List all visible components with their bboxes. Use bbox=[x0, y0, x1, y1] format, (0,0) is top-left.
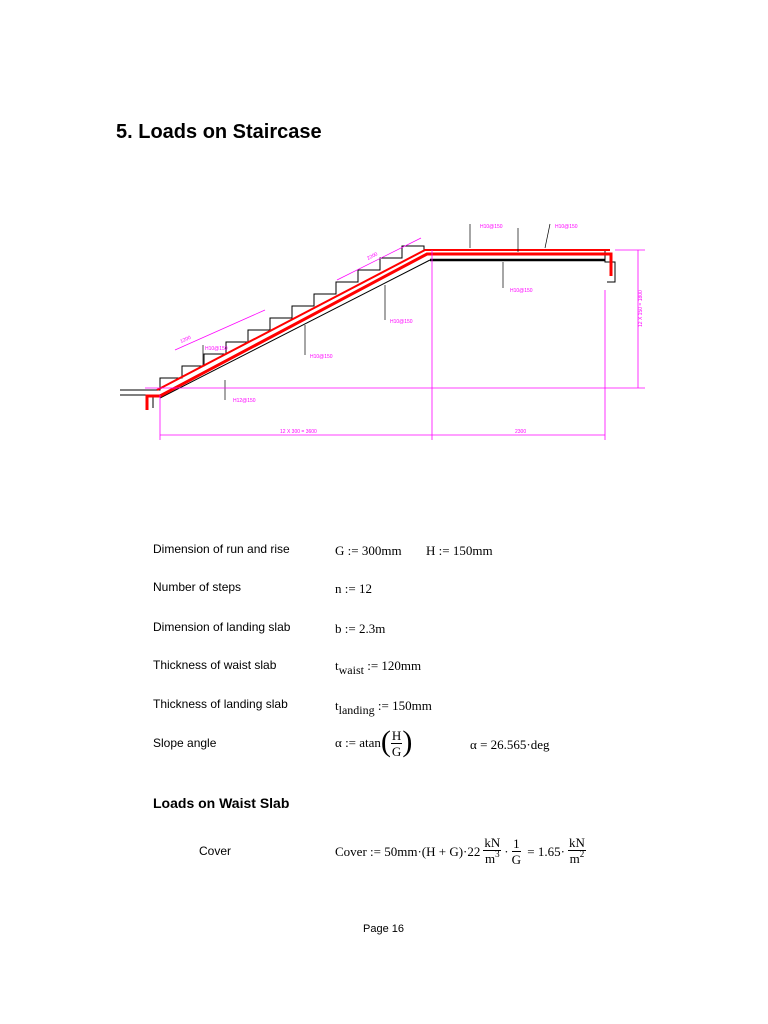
param-label-waist: Thickness of waist slab bbox=[153, 658, 277, 672]
section-title: 5. Loads on Staircase bbox=[116, 121, 322, 143]
param-value-t-waist: twaist := 120mm bbox=[335, 658, 422, 677]
svg-text:H10@150: H10@150 bbox=[480, 224, 503, 230]
param-value-t-landing: tlanding := 150mm bbox=[335, 698, 432, 717]
svg-text:H12@150: H12@150 bbox=[233, 398, 256, 404]
param-result-alpha: α = 26.565·deg bbox=[470, 737, 550, 752]
svg-text:1200: 1200 bbox=[179, 334, 192, 345]
stair-profile bbox=[120, 246, 615, 390]
staircase-drawing bbox=[105, 210, 645, 445]
param-value-alpha: α := atan ( $\frac{H}{G}$ ) bbox=[335, 725, 413, 759]
svg-text:H10@150: H10@150 bbox=[310, 354, 333, 360]
param-value-n: n := 12 bbox=[335, 581, 372, 596]
param-label-landing-dim: Dimension of landing slab bbox=[153, 620, 291, 634]
cover-formula: Cover := 50mm·(H + G)·22 $\frac{kN}{m^3}$ · $\frac{1}{G}$ = 1.65 · $\frac{kN}{m^2}$ bbox=[335, 835, 585, 867]
svg-text:H10@150: H10@150 bbox=[205, 346, 228, 352]
cover-label: Cover bbox=[199, 844, 232, 858]
dim-text-slope: 2200 bbox=[366, 251, 379, 262]
param-value-b: b := 2.3m bbox=[335, 621, 386, 636]
dim-text-run: 12 X 300 = 3600 bbox=[280, 429, 317, 435]
subheading-waist-slab: Loads on Waist Slab bbox=[153, 795, 290, 811]
svg-text:12 X 150 = 1800: 12 X 150 = 1800 bbox=[638, 290, 644, 327]
rebar-top bbox=[157, 250, 610, 390]
param-label-steps: Number of steps bbox=[153, 580, 242, 594]
svg-text:H10@150: H10@150 bbox=[510, 288, 533, 294]
svg-text:H10@150: H10@150 bbox=[555, 224, 578, 230]
page-number: Page 16 bbox=[363, 923, 404, 935]
param-label-landing-thk: Thickness of landing slab bbox=[153, 697, 288, 711]
param-label-slope: Slope angle bbox=[153, 736, 217, 750]
rebar-waist bbox=[147, 254, 611, 410]
dim-text-landing: 2300 bbox=[515, 429, 527, 435]
param-value-h: H := 150mm bbox=[426, 543, 493, 558]
waist-underside bbox=[160, 260, 430, 398]
svg-text:H10@150: H10@150 bbox=[390, 319, 413, 325]
param-value-g: G := 300mm bbox=[335, 543, 402, 558]
param-label-run-rise: Dimension of run and rise bbox=[153, 542, 290, 556]
